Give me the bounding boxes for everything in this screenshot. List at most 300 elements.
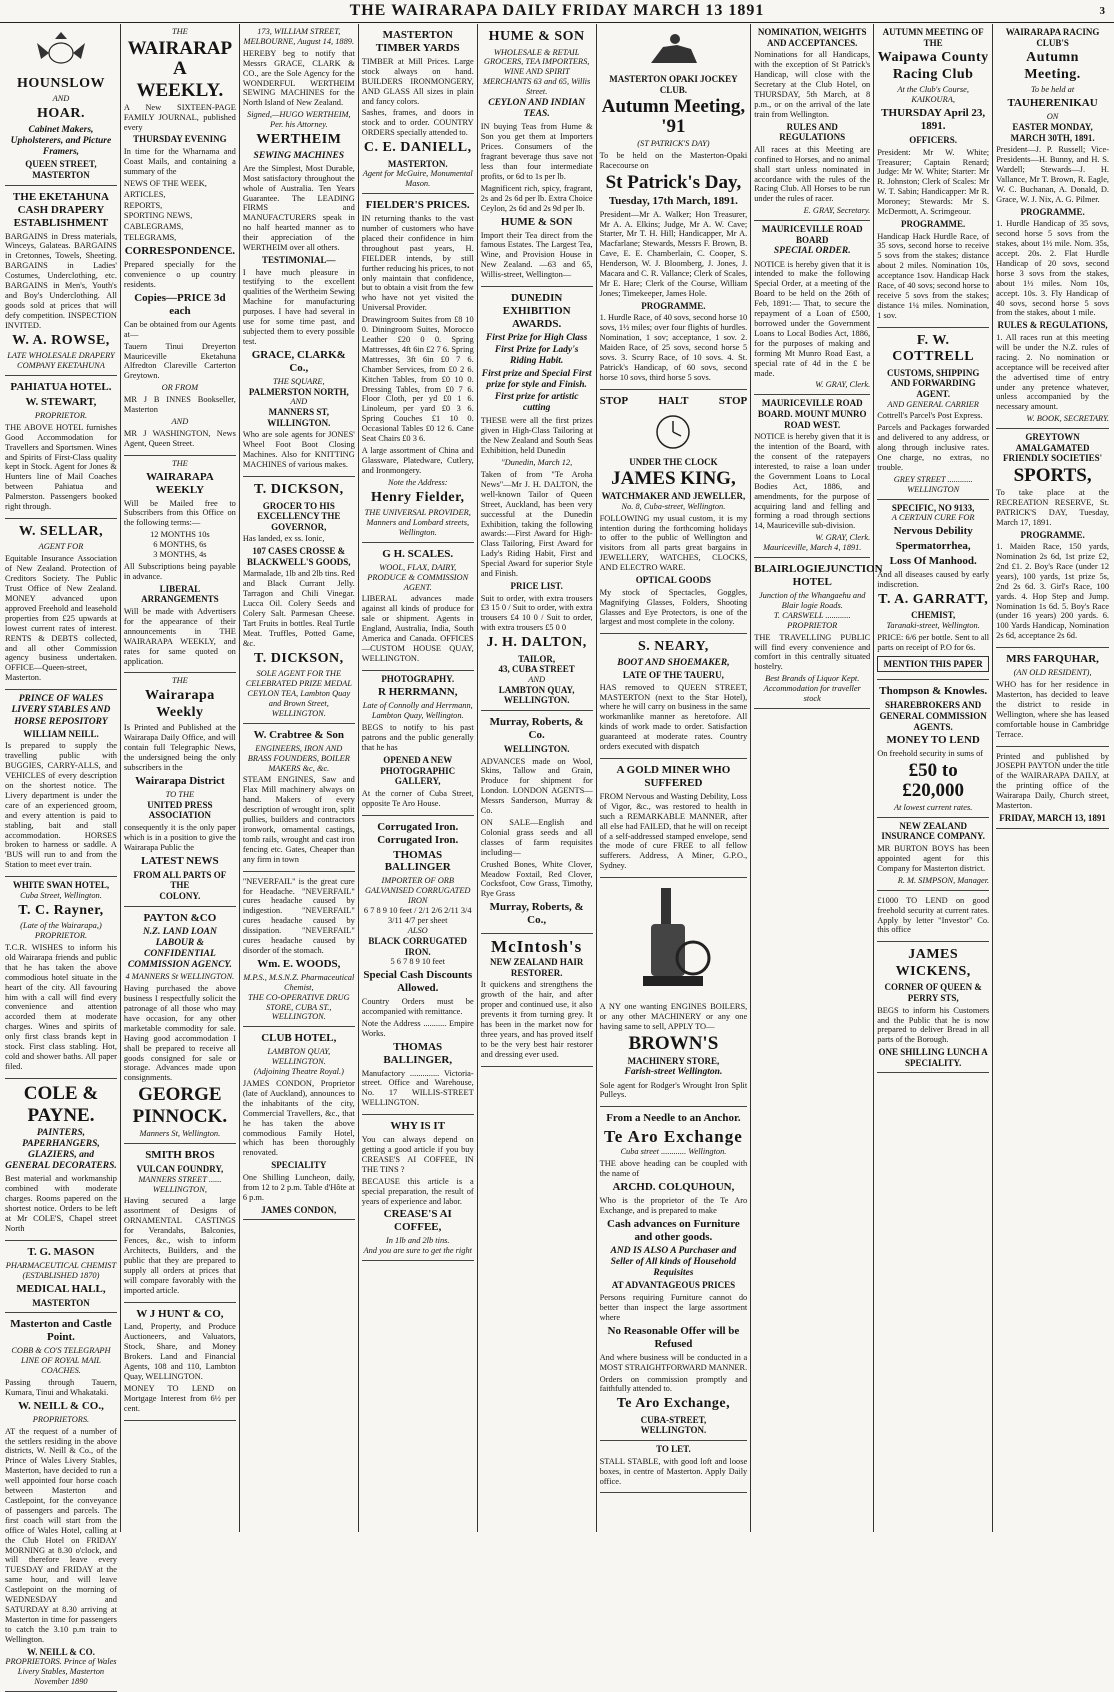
neary-ad bbox=[600, 634, 748, 759]
wrc-held: To be held at bbox=[1030, 85, 1075, 95]
ballinger-name: THOMAS BALLINGER bbox=[384, 848, 451, 874]
king-address: No. 8, Cuba-street, Wellington. bbox=[621, 501, 726, 511]
iron-sizes: 6 7 8 9 10 feet / 2/1 2/6 2/11 3/4 3/11 4/7 per sheet bbox=[363, 906, 472, 926]
opaki-heading: MASTERTON OPAKI JOCKEY CLUB. bbox=[609, 73, 738, 95]
grace-name: GRACE, CLARK& Co., bbox=[251, 348, 346, 374]
payton-name: PAYTON &CO bbox=[143, 911, 217, 924]
ballinger-sub: Manufactory .............. Victoria-street. Office and Warehouse, No. 17 WILLIS-STREET WELLINGTON. bbox=[361, 1068, 474, 1108]
dunedin-heading: DUNEDIN EXHIBITION AWARDS. bbox=[502, 292, 571, 331]
cottrell-ad bbox=[877, 328, 989, 500]
column-6 bbox=[597, 24, 752, 1532]
livery-ad bbox=[5, 690, 117, 877]
murray-roberts-ad bbox=[481, 711, 593, 934]
list-item: TELEGRAMS, bbox=[123, 233, 177, 243]
munro-text: NOTICE is hereby given that it is the intention of the Board, with the consent of the ratepayers interested, to raise a loan under the Government Loans to Local Bodies Act, 1886, and amendments, for the purpose of acquiring land and felling and forming a road through sections 14, Mauriceville sub-division. bbox=[754, 432, 871, 531]
mount-munro-ad bbox=[754, 395, 870, 558]
blairlogie-ad bbox=[754, 558, 883, 709]
livery-owner: WILLIAM NEILL. bbox=[23, 728, 99, 739]
restorer-heading: NEW ZEALAND HAIR RESTORER. bbox=[489, 957, 584, 978]
why-heading: WHY IS IT bbox=[390, 1120, 446, 1133]
swan-title: WHITE SWAN HOTEL, bbox=[12, 880, 110, 891]
dalton-text: Taken of from "Te Aroha News"—Mr J. H. DALTON, the well-known Tailor of Queen Street, Auckland, has been very successful at the Dunedin Exhibition, taking the following awards:—First Award for High-Class Tailoring, First Award for Lady's Riding Habit, First and Special Award for superior Style and Finish. bbox=[480, 469, 593, 579]
prize-4: First prize for artistic cutting bbox=[494, 392, 579, 414]
timber-text: TIMBER at Mill Prices. Large stock always on hand. BUILDERS IRONMONGERY, AND GLASS All sizes in plain and fancy colors. bbox=[361, 56, 474, 106]
opaki-location: To be held on the Masterton-Opaki Racecourse on bbox=[599, 150, 748, 170]
wertheim-name: WERTHEIM bbox=[256, 132, 342, 148]
hunt-ad bbox=[124, 1303, 236, 1421]
fielder-title: FIELDER'S PRICES. bbox=[365, 199, 470, 212]
neary-sub: BOOT AND SHOEMAKER, bbox=[617, 657, 730, 668]
castle-sub: COBB & CO'S TELEGRAPH LINE OF ROYAL MAIL COACHES. bbox=[11, 1346, 111, 1376]
chemist-label: CHEMIST, bbox=[911, 610, 956, 621]
colquhoun-text: Who is the proprietor of the Te Aro Exchange, and is prepared to make bbox=[599, 1196, 748, 1215]
murray-text: ADVANCES made on Wool, Skins, Tallow and Grain, Produce for shipment for London. LONDON AGENTS—Messrs Sanderson, Murray & Co. bbox=[480, 756, 593, 816]
wrc-title: Autumn Meeting. bbox=[1024, 50, 1081, 82]
thompson-name: Thompson & Knowles. bbox=[879, 685, 988, 698]
weekly-press-name: Wairarapa Weekly bbox=[144, 688, 215, 720]
price-list-rows: Suit to order, with extra trousers £3 15 0 / Suit to order, with extra trousers £4 10 0 / Suit to order, with extra trousers £5 0 0 bbox=[480, 593, 593, 633]
pahiatua-sub: PROPRIETOR. bbox=[34, 410, 88, 420]
agents-text: Can be obtained from our Agents at— bbox=[123, 319, 236, 339]
smith-text: Having secured a large assortment of Designs of ORNAMENTAL CASTINGS for Verandahs, Balconies, Fences, &c., wish to inform Architects, Builders, and the public that they are prepared to supply all orders at prices that will compare favorably with the imported article. bbox=[123, 1196, 236, 1295]
hume-sub: WHOLESALE & RETAIL GROCERS, TEA IMPORTERS, bbox=[483, 47, 590, 67]
crabtree-text: STEAM ENGINES, Saw and Flax Mill machinery always on hand. Makers of every description of wrought iron, split pullies, builders and contractors ironwork, ornamental castings, tomb rails, wrought and cast iron fencing etc. Gates, Cheaper than any firm in town bbox=[242, 775, 355, 864]
white-swan-ad bbox=[5, 877, 117, 1079]
pahiatua-hotel-ad bbox=[5, 376, 117, 519]
club-signature: JAMES CONDON, bbox=[261, 1204, 337, 1215]
wrc-programme: 1. Hurdle Handicap of 35 sovs, second horse 5 sovs from the stakes, about 1½ mile. Nom. 35s, accept. 20s. 2. Flat Hurdle Handicap of 20 sovs, second horse 3 sovs from the stakes, about 1½ miles. Nom 10s, accept. 10s. 3. Fly Handicap of 40 sovs, second horse 5 sovs from the stakes, about 1 mile. bbox=[996, 219, 1110, 318]
why-text: You can always depend on getting a good article if you buy CREASE'S AI COFFEE, IN THE TINS ? bbox=[361, 1135, 474, 1174]
club-lunch: One Shilling Luncheon, daily, from 12 to 2 p.m. Table d'Hôte at 6 p.m. bbox=[242, 1172, 355, 1202]
king-optical: OPTICAL GOODS bbox=[635, 575, 712, 586]
waipawa-programme: Handicap Hack Hurdle Race, of 35 sovs, second horse to receive 5 sovs from the stakes; distance about 2 miles. Nomination 10s, acceptance 1sov. Handicap Hack Race, of 40 sovs; second horse to receive 5 sovs from the stakes; distance 1¼ miles. Nomination, 1 sov. bbox=[877, 231, 990, 320]
greytown-programme-heading: PROGRAMME. bbox=[1020, 529, 1085, 540]
wrc-date: EASTER MONDAY, MARCH 30TH, 1891. bbox=[1010, 122, 1095, 143]
smith-name: SMITH BROS bbox=[145, 1149, 215, 1162]
column-3 bbox=[240, 24, 359, 1532]
grace-sub: THE SQUARE, bbox=[272, 376, 325, 386]
from-b: MR J B INNES Bookseller, Masterton bbox=[123, 395, 236, 415]
waipawa-course: At the Club's Course, KAIKOURA, bbox=[897, 85, 969, 105]
gold-miner-ad bbox=[600, 759, 748, 878]
crease-sub: In 1lb and 2lb tins. bbox=[385, 1236, 450, 1246]
needle-heading: From a Needle to an Anchor. bbox=[606, 1112, 741, 1125]
list-item: REPORTS, bbox=[123, 200, 163, 210]
nominations-text: Nominations for all Handicaps, with the exception of St Patrick's Handicap, will close with the Secretary at the Club Hotel, on THURSDAY, 5th March, at 8 p.m., or on the arrival of the late train from Wellington. bbox=[754, 50, 871, 119]
prize-3: First prize and Special First prize for style and Finish. bbox=[481, 368, 592, 390]
herrmann-sub: Late of Connolly and Herrmann, Lambton Quay, Wellington. bbox=[362, 701, 473, 721]
vulcan: VULCAN FOUNDRY, bbox=[136, 1164, 224, 1175]
browns-text: Sole agent for Rodger's Wrought Iron Split Pulleys. bbox=[599, 1080, 748, 1100]
column-7 bbox=[751, 24, 883, 1532]
grace-street: MANNERS ST, WILLINGTON. bbox=[267, 407, 331, 428]
waipawa-heading: AUTUMN MEETING OF THE bbox=[882, 27, 984, 48]
testimonial-text: I have much pleasure in testifying to the excellent qualities of the Wertheim Sewing Machine for manufacturing purposes. I have had several in use for some time past, and subjected them to every possible test. bbox=[242, 267, 355, 346]
purchaser: AND IS ALSO A Purchaser and Seller of All kinds of Household Requisites bbox=[610, 1245, 737, 1279]
james-king-ad bbox=[600, 390, 748, 635]
farquhar-sub: (AN OLD RESIDENT), bbox=[1013, 668, 1092, 678]
mason-name: T. G. MASON bbox=[27, 1245, 95, 1258]
castle-point-ad bbox=[5, 1313, 117, 1692]
eketahuna-title: THE EKETAHUNA CASH DRAPERY ESTABLISHMENT bbox=[12, 190, 109, 229]
te-aro-town: WELLINGTON. bbox=[640, 1425, 707, 1436]
greytown-text: To take place at the RECREATION RESERVE, St. PATRICK'S DAY, Tuesday, March 17, 1891. bbox=[996, 487, 1110, 527]
king-text: FOLLOWING my usual custom, it is my intention during the forthcoming holidays to offer to the public of Wellington and visitors from all parts great bargains in JEWELLERY, WATCHES, CLOCKS, AND ELECTRO WARE. bbox=[599, 513, 748, 573]
mcintosh-ad bbox=[481, 934, 593, 1067]
eketahuna-ad bbox=[5, 186, 117, 376]
club-sub: LAMBTON QUAY, WELLINGTON. bbox=[267, 1047, 331, 1067]
scales-name: G H. SCALES. bbox=[382, 547, 454, 560]
fielder-sub: THE UNIVERSAL PROVIDER, Manners and Lombard streets, Wellington. bbox=[364, 508, 471, 537]
wrc-place: TAUHERENIKAU bbox=[1007, 97, 1098, 110]
orders-text: Orders on commission promptly and faithfully attended to. bbox=[599, 1374, 748, 1394]
swan-late: (Late of the Wairarapa,) bbox=[20, 921, 102, 931]
crease-name: CREASE'S AI COFFEE, bbox=[383, 1208, 452, 1234]
browns-street: Farish-street Wellington. bbox=[624, 1067, 723, 1078]
te-aro-text: THE above heading can be coupled with the name of bbox=[599, 1159, 748, 1179]
scales-sub: WOOL, FLAX, DAIRY, PRODUCE & COMMISSION AGENT. bbox=[367, 562, 469, 592]
prize-text: THESE were all the first prizes given in High-Class Tailoring at the New Zealand and South Seas Exhibition, held Dunedin bbox=[480, 416, 593, 456]
cottrell-text-3: Parcels and Packages forwarded and delivered to any address, or along through inclusive rates. One charge, no extras, no trouble. bbox=[877, 423, 990, 473]
woods-address: THE CO-OPERATIVE DRUG STORE, CUBA ST., WELLINGTON. bbox=[248, 992, 350, 1022]
neary-late: LATE OF THE TAUERU, bbox=[622, 670, 724, 681]
browns-name: BROWN'S bbox=[628, 1032, 719, 1054]
browns-ad bbox=[600, 878, 748, 1107]
nominations-ad bbox=[754, 24, 870, 221]
castle-title: Masterton and Castle Point. bbox=[10, 1318, 112, 1344]
from-d: MR J WASHINGTON, News Agent, Queen Street. bbox=[123, 428, 236, 448]
why-text-2: BECAUSE this article is a special preparation, the result of years of experience and labor. bbox=[361, 1176, 474, 1206]
stop-label-2: STOP bbox=[718, 394, 748, 407]
dickson-text: Has landed, ex ss. Ionic, bbox=[242, 534, 325, 544]
cash-advances: Cash advances on Furniture and other goods. bbox=[607, 1217, 740, 1243]
iron-text: IMPORTER OF ORB GALVANISED CORRUGATED IRON bbox=[364, 876, 471, 906]
farquhar-text: WHO has for her residence in Masterton, has decided to leave the district to reside in Wellington, where she has leased comfortable house in Cambridge Terrace. bbox=[996, 680, 1110, 739]
swan-text: T.C.R. WISHES to inform his old Wairarapa friends and public that he has taken the above commodious hotel situate in the heart of the city. All favouring him with a call will find every convenience and attention accorded them at moderate charges. Wines and spirits of only first class brands kept in stock. First class stabling. Hot, cold and shower baths. All paper filed. bbox=[5, 943, 117, 1071]
ceylon-heading: CEYLON AND INDIAN TEAS. bbox=[488, 98, 586, 120]
certain-cure: A CERTAIN CURE FOR bbox=[891, 513, 975, 523]
hunt-money: MONEY TO LEND on Mortgage Interest from 6½ per cent. bbox=[123, 1383, 236, 1413]
garratt-name: T. A. GARRATT, bbox=[878, 591, 989, 607]
column-1 bbox=[2, 24, 121, 1686]
weekly-mail-name: WAIRARAPA WEEKLY bbox=[146, 470, 214, 496]
waipawa-title: Waipawa County Racing Club bbox=[877, 50, 989, 82]
colquhoun-name: ARCHD. COLQUHOUN, bbox=[612, 1181, 735, 1194]
to-let-text: STALL STABLE, with good loft and loose boxes, in centre of Masterton. Apply Daily office. bbox=[599, 1456, 748, 1486]
hounslow-address: QUEEN STREET, MASTERTON bbox=[25, 159, 97, 181]
lend-ad bbox=[877, 891, 989, 943]
dalton-address: 43, CUBA STREET bbox=[498, 664, 575, 675]
waipawa-officers-heading: OFFICERS. bbox=[909, 135, 958, 145]
mroad-signature: W. GRAY, Clerk. bbox=[815, 380, 871, 390]
dalton-ad bbox=[481, 287, 593, 711]
neary-name: S. NEARY, bbox=[638, 639, 709, 655]
country-orders: Country Orders must be accompanied with remittance. bbox=[361, 996, 474, 1016]
colony: COLONY. bbox=[159, 890, 201, 901]
wertheim-sub: SEWING MACHINES bbox=[253, 150, 345, 161]
neverfail-ad bbox=[243, 872, 355, 1028]
club-speciality: SPECIALITY bbox=[271, 1160, 327, 1171]
blair-prop: T. CARSWELL ............ PROPRIETOR bbox=[773, 610, 851, 630]
rules-signature: E. GRAY, Secretary. bbox=[803, 206, 871, 216]
hounslow-trade: Cabinet Makers, Upholsterers, and Picture Framers, bbox=[10, 124, 112, 158]
wrc-heading: WAIRARAPA RACING CLUB'S bbox=[1005, 27, 1100, 48]
timber-title: MASTERTON TIMBER YARDS bbox=[375, 29, 460, 54]
wrc-on: ON bbox=[1046, 112, 1059, 122]
sellar-ad bbox=[5, 519, 117, 690]
rules-text: All races at this Meeting are confined to Horses, and no animal shall start unless nominated in accordance with the rules of the Racing Club. All Horses to be run under the rules of racer. bbox=[754, 144, 871, 204]
terms-3: 3 MONTHS, 4s bbox=[153, 550, 207, 560]
upa-heading: UNITED PRESS ASSOCIATION bbox=[147, 799, 213, 821]
neill-name: W. NEILL & CO., bbox=[18, 1399, 104, 1412]
ballinger-name-2: THOMAS BALLINGER, bbox=[383, 1040, 453, 1066]
garratt-address: Taranaki-street, Wellington. bbox=[886, 621, 980, 631]
farquhar-name: MRS FARQUHAR, bbox=[1006, 653, 1099, 666]
payton-ad bbox=[124, 907, 236, 1145]
farquhar-ad bbox=[996, 648, 1109, 746]
cottrell-sub: AND GENERAL CARRIER bbox=[887, 399, 979, 409]
munro-date: Mauriceville, March 4, 1891. bbox=[763, 543, 862, 553]
thompson-sub: SHAREBROKERS AND GENERAL COMMISSION AGENTS. bbox=[879, 700, 987, 732]
iron-also: ALSO bbox=[407, 925, 428, 935]
waipawa-date: THURSDAY April 23, 1891. bbox=[881, 107, 986, 133]
from-a: OR FROM bbox=[161, 383, 199, 393]
munro-signature: W. GRAY, Clerk. bbox=[815, 533, 871, 543]
liberal-heading: LIBERAL ARRANGEMENTS bbox=[141, 583, 219, 605]
burton-signature: R. M. SIMPSON, Manager. bbox=[897, 875, 990, 885]
greytown-heading: GREYTOWN AMALGAMATED FRIENDLY SOCIETIES' bbox=[1003, 432, 1103, 464]
cole-text: Best material and workmanship combined with moderate charges. Rooms papered on the shortest notice. Orders to be left at Mr COLE'S, Chapel street North bbox=[5, 1174, 117, 1234]
clock-icon bbox=[643, 412, 703, 452]
column-9 bbox=[993, 24, 1112, 1532]
photo-heading: PHOTOGRAPHY. bbox=[381, 673, 455, 684]
neill-text: AT the request of a number of the settlers residing in the above districts, W. Neill & Co., of the Prince of Wales Livery Stables, Masterton, have decided to run a well appointed four horse coach between Masterton and Castlepoint, for the conveyance of passengers and parcels. The first coach will start from the office of Wales Hotel, calling at the Club Hotel on FRIDAY MORNING at 8.30 o'clock, and will therefore leave every TUESDAY and FRIDAY at the same hour, and will leave Castlepoint on the morning of WEDNESDAY and SATURDAY at 8.30 arriving at Masterton in time for passengers to catch the 3.10 p.m train to Wellington. bbox=[5, 1426, 117, 1644]
opaki-date: Tuesday, 17th March, 1891. bbox=[608, 194, 738, 207]
list-item: ARTICLES, bbox=[123, 189, 166, 199]
cottrell-text: CUSTOMS, SHIPPING AND FORWARDING AGENT. bbox=[887, 367, 980, 399]
murray-list: Crushed Bones, White Clover, Meadow Foxtail, Red Clover, Cocksfoot, Cow Grass, Timothy, Rye Grass bbox=[480, 859, 593, 899]
cottrell-text-2: Cottrell's Parcel's Post Express. bbox=[877, 411, 983, 421]
swan-prop: PROPRIETOR. bbox=[34, 931, 88, 941]
te-aro-title-2: Te Aro Exchange, bbox=[616, 1396, 731, 1412]
cash-discount: Special Cash Discounts Allowed. bbox=[363, 969, 473, 994]
dickson-name: T. DICKSON, bbox=[253, 482, 344, 497]
timber-ad bbox=[362, 24, 474, 194]
loss-of-manhood: Loss Of Manhood. bbox=[889, 555, 977, 568]
masthead-title: THE WAIRARAPA DAILY FRIDAY MARCH 13 1891 bbox=[349, 2, 765, 19]
fielder-note: Note the Address: bbox=[387, 477, 448, 487]
nervous-debility: Nervous Debility bbox=[893, 525, 973, 538]
testimonial-heading: TESTIMONIAL— bbox=[262, 254, 336, 265]
wertheim-signed-2: Per. his Attorney. bbox=[270, 120, 328, 130]
weekly-intro: A New SIXTEEN-PAGE FAMILY JOURNAL, published every bbox=[123, 102, 236, 132]
gold-heading: A GOLD MINER WHO SUFFERED bbox=[616, 764, 731, 789]
mason-town: MASTERTON bbox=[32, 1297, 90, 1308]
from-c: AND bbox=[171, 416, 189, 426]
list-item: CABLEGRAMS, bbox=[123, 222, 184, 232]
stop-label: STOP bbox=[599, 394, 629, 407]
pahiatua-title: PAHIATUA HOTEL. bbox=[10, 380, 112, 393]
wickens-lunch: ONE SHILLING LUNCH A SPECIALITY. bbox=[878, 1047, 988, 1068]
te-aro-street-2: CUBA-STREET, bbox=[640, 1414, 707, 1425]
te-aro-title: Te Aro Exchange bbox=[604, 1127, 743, 1147]
herrmann-text: BEGS to notify to his past patrons and the public generally that he has bbox=[361, 723, 474, 753]
crease-sub-2: And you are sure to get the right bbox=[363, 1246, 472, 1256]
price-heading: Copies—PRICE 3d each bbox=[134, 291, 226, 317]
wairarapa-racing-ad bbox=[996, 24, 1109, 429]
hume-ad bbox=[481, 24, 593, 287]
wickens-name: JAMES WICKENS, bbox=[895, 947, 971, 979]
prize-1: First Prize for High Class bbox=[485, 333, 588, 344]
upa-text: consequently it is the only paper which is in a position to give the Wairarapa Public the bbox=[123, 823, 236, 852]
king-name: JAMES KING, bbox=[611, 468, 736, 490]
prize-2: First Prize for Lady's Riding Habit. bbox=[494, 345, 579, 367]
timber-text-2: Sashes, frames, and doors in stock and to order. COUNTRY ORDERS specially attended to. bbox=[361, 108, 474, 138]
dickson-sub-2: SOLE AGENT FOR THE CELEBRATED PRIZE MEDAL CEYLON TEA, Lambton Quay and Brown Street, WELLINGTON. bbox=[245, 669, 352, 718]
munro-heading: MAURICEVILLE ROAD BOARD. MOUNT MUNRO ROAD WEST. bbox=[757, 398, 867, 430]
dalton-quay: LAMBTON QUAY, bbox=[498, 684, 575, 695]
fielder-price-list: Drawingroom Suites from £8 10 0. Diningroom Suites, Morocco Leather £20 0 0. Spring Mattresses, 4ft 6in £2 7 6. Spring Mattresses, 3ft 6in £0 7 6. Chamber Services, from £0 2 6. Kitchen Tables, from £0 10 0. Dressing Tables, from £0 7 6. Floor Cloth, per yd £0 1 6. Linoleum, per yard £0 3 6. Spring Couches £1 10 0. Occasional Tables £0 12 6. Cane Seat Chairs £0 3 6. bbox=[361, 315, 474, 444]
weekly-evening: THURSDAY EVENING bbox=[133, 134, 227, 145]
browns-sub: MACHINERY STORE, bbox=[627, 1055, 720, 1066]
blair-name: BLAIRLOGIEJUNCTION HOTEL bbox=[754, 563, 883, 588]
sellar-sub: AGENT FOR bbox=[38, 542, 84, 552]
to-the: TO THE bbox=[165, 789, 195, 799]
neverfail-text: "NEVERFAIL" is the great cure for Headache. "NEVERFAIL" cures headache caused by indigestion. "NEVERFAIL" cures headache caused by dissipation. "NEVERFAIL" cures headache caused by disorder of the stomach. bbox=[242, 876, 355, 955]
opaki-racing-ad bbox=[600, 24, 748, 390]
club-hotel-ad bbox=[243, 1027, 355, 1220]
jockey-icon bbox=[643, 29, 703, 69]
neill-signature: W. NEILL & CO. bbox=[26, 1646, 95, 1657]
dickson-ad bbox=[243, 477, 355, 724]
list-item: SPORTING NEWS, bbox=[123, 211, 193, 221]
newspaper-columns bbox=[2, 24, 1112, 1686]
weekly-press-text: Is Printed and Published at the Wairarapa Daily Office, and will contain full Telegraphic News, the undersigned being the only subscribers in the bbox=[123, 723, 236, 773]
fielder-text: IN returning thanks to the vast number of customers who have placed their confidence in him throughout past years, H. FIELDER intends, by still further reducing his prices, to not only maintain that confidence, but to obtain a visit from the few who have not yet visited the Universal Provider. bbox=[361, 214, 474, 313]
weekly-mail-text: Will be Mailed free to Subscribers from this Office on the following terms:— bbox=[123, 498, 236, 528]
crabtree-name: W. Crabtree & Son bbox=[253, 728, 345, 741]
opaki-sub: (ST PATRICK'S DAY) bbox=[637, 139, 710, 148]
pahiatua-proprietor: W. STEWART, bbox=[25, 395, 97, 408]
wrc-rules-heading: RULES & REGULATIONS, bbox=[997, 320, 1108, 331]
imprint-text: Printed and published by JOSEPH PAYTON under the title of the WAIRARAPA DAILY, at the printing office of the Wairarapa Daily, Church street, Masterton. bbox=[996, 751, 1110, 811]
terms-6: 6 MONTHS, 6s bbox=[153, 540, 207, 550]
imprint-date: FRIDAY, MARCH 13, 1891 bbox=[999, 812, 1106, 823]
dickson-cases: 107 CASES CROSSE & BLACKWELL'S GOODS, bbox=[247, 546, 351, 567]
crabtree-sub: ENGINEERS, IRON AND BRASS FOUNDERS, BOILER MAKERS &c, &c. bbox=[247, 743, 350, 773]
column-2 bbox=[121, 24, 240, 1532]
blair-text-2: Best Brands of Liquor Kept. Accommodation for traveller stock bbox=[763, 674, 861, 704]
nzi-ad bbox=[877, 818, 989, 891]
weekly-title: WAIRARAP A bbox=[127, 37, 233, 79]
waipawa-ad bbox=[877, 24, 989, 328]
herrmann-open: OPENED A NEW PHOTOGRAPHIC GALLERY, bbox=[380, 754, 456, 787]
te-aro-street: Cuba street ............ Wellington. bbox=[620, 1147, 727, 1157]
wrc-programme-heading: PROGRAMME. bbox=[1020, 206, 1085, 217]
blair-text: THE TRAVELLING PUBLIC will find every convenience and comfort in this centrally situated hostelry. bbox=[754, 632, 871, 672]
advantageous-prices: AT ADVANTAGEOUS PRICES bbox=[611, 1280, 736, 1291]
labour-address: 4 MANNERS St WELLINGTON. bbox=[125, 972, 235, 982]
hounslow-name: HOUNSLOW bbox=[16, 75, 105, 91]
money-amount: £50 to £20,000 bbox=[902, 760, 965, 802]
specific-heading: SPECIFIC, NO 9133, bbox=[891, 502, 975, 513]
club-name: CLUB HOTEL, bbox=[261, 1032, 337, 1045]
wertheim-signed: Signed,—HUGO WERTHEIM, bbox=[247, 110, 351, 120]
hume-text: IN buying Teas from Hume & Son you get them at Importers Prices. Consumers of the fragrant beverage thus save not less than four intermediate profits, or 6d to 1s per lb. bbox=[480, 122, 593, 181]
rowse-name: W. A. ROWSE, bbox=[12, 332, 110, 348]
engines-text: A NY one wanting ENGINES BOILERS, or any other MACHINERY or any one having same to sell, APPLY TO— bbox=[599, 1002, 748, 1031]
steam-engine-icon bbox=[633, 884, 713, 994]
wrc-officers: President—J. P. Russell; Vice-Presidents—H. Bunny, and H. S. Wardell; Stewards—J. H. Vallance, Mr T. Brown, R. Eagle, W. C. Buchanan, A. Donald, D. Grace, W. J. Nix, A. G. Pilmer. bbox=[996, 145, 1110, 204]
mroad-sub: SPECIAL ORDER. bbox=[773, 246, 851, 257]
wickens-sub: CORNER OF QUEEN & PERRY STS, bbox=[884, 982, 982, 1003]
weekly-contents-list bbox=[124, 179, 236, 243]
mason-hall: MEDICAL HALL, bbox=[16, 1282, 106, 1295]
cottrell-street: GREY STREET ............ WELLINGTON bbox=[893, 474, 973, 494]
from-all: FROM ALL PARTS OF THE bbox=[133, 869, 227, 891]
waipawa-officers: President: Mr W. White; Treasurer; Captain Renard; Judge: Mr W. White; Starter: Mr R. Johnston; Clerk of Scales: Mr W. T. Sabin; Handicapper: Mr R. Moroney; Stewards: Mr S. McDermott, A. Scrimgeour. bbox=[877, 147, 990, 217]
livery-text: Is prepared to supply the travelling public with BUGGIES, CARRY-ALLS, and VEHICLES of every description on the shortest notice. The Livery department is under the care of an experienced groom, and every attention is paid to stabling, bait and stall accommodation. HORSES broken to harness or saddle. A 'BUS will run to and from the Station to meet ever train. bbox=[5, 741, 117, 870]
opaki-programme: 1. Hurdle Race, of 40 sovs, second horse 10 sovs, 1½ miles; over four flights of hurdles. Nomination, 1 sov; acceptance, 1 sov. 2. Maiden Race, of 25 sovs, second horse 5 sovs. 3. Scurry Race, of 10 sovs. 4. St. Patrick's Handicap, of 60 sovs, second horse 10 sovs, third horse 5 sovs. bbox=[599, 313, 748, 382]
agent-places: Tauern Tinui Dreyerton Mauriceville Eketahuna Alfredton Clareville Carterton Greytown. bbox=[123, 341, 236, 381]
price-list-heading: PRICE LIST. bbox=[510, 580, 563, 591]
fielder-name: Henry Fielder, bbox=[370, 489, 465, 505]
fielder-ad bbox=[362, 194, 474, 543]
opaki-title: Autumn Meeting, '91 bbox=[601, 96, 746, 138]
neary-text: HAS removed to QUEEN STREET, MASTERTON (next to the Star Hotel), where he will carry on business in the same workmanlike manner as heretofore. All kinds of work made to order. Satisfaction guaranteed at moderate rates. Country orders executed with dispatch bbox=[599, 682, 748, 752]
sellar-name: W. SELLAR, bbox=[18, 523, 104, 539]
scales-ad bbox=[362, 543, 474, 671]
specific-ad bbox=[877, 500, 989, 681]
neill-signature-sub: PROPRIETORS. Prince of Wales Livery Stables, Masterton November 1890 bbox=[5, 1657, 117, 1686]
mroad-text: NOTICE is hereby given that it is intended to make the following Special Order, at a meeting of the Board to be held on the 26th of Feb, 1891:— That, to secure the repayment of a Loan of £500, borrowed under the Government Loans to Local Bodies Act, 1886, for the purposes of making and forming Mt Munro Road East, a special rate of 4d in the £ be made. bbox=[754, 259, 871, 378]
crabtree-ad bbox=[243, 724, 355, 872]
page-number: 3 bbox=[1099, 5, 1106, 17]
weekly-intro-2: In time for the Wharnama and Coast Mails, and containing a summary of the bbox=[123, 147, 236, 176]
imprint bbox=[996, 747, 1109, 829]
livery-title: PRINCE OF WALES LIVERY STABLES AND HORSE REPOSITORY bbox=[11, 694, 111, 727]
daniell-sub-2: Agent for McGuire, Monumental Mason. bbox=[362, 169, 473, 189]
dalton-quote: "Dunedin, March 12, bbox=[501, 458, 573, 468]
grace-text: Who are sole agents for JONES' Wheel Foot Boot Closing Machines. Also for KNITTING MACHINES of various makes. bbox=[242, 430, 355, 470]
daniell-name: C. E. DANIELL, bbox=[363, 140, 472, 156]
rules-heading: RULES AND REGULATIONS bbox=[779, 121, 846, 143]
halt-label: HALT bbox=[658, 394, 689, 407]
smith-bros-ad bbox=[124, 1144, 236, 1302]
crease-coffee-ad bbox=[362, 1115, 474, 1261]
murray-name-2: Murray, Roberts, & Co., bbox=[489, 901, 584, 927]
murray-sale: ON SALE—English and Colonial grass seeds and all classes of farm requisites including— bbox=[480, 818, 593, 857]
grace-town: PALMERSTON NORTH, bbox=[248, 386, 349, 397]
district-heading: Wairarapa District bbox=[135, 774, 225, 787]
list-item: NEWS OF THE WEEK, bbox=[123, 178, 207, 188]
daniell-sub: MASTERTON. bbox=[387, 158, 448, 169]
restorer-text: It quickens and strengthens the growth of the hair, and after proper and continued use, it also prevents it from turning grey. It has been in the market now for three years, and has proved itself to be the very best hair restorer and dressing ever used. bbox=[480, 980, 593, 1059]
weekly-the: THE bbox=[171, 27, 188, 36]
refused-heading: No Reasonable Offer will be Refused bbox=[607, 1324, 740, 1350]
dalton-and: AND bbox=[528, 674, 546, 684]
hume-text-2: Import their Tea direct from the famous Estates. The Largest Tea, Wine, and Provision House in New Zealand. —63 and 65, Willis-street, Wellington— bbox=[480, 230, 593, 280]
wertheim-text-2: Are the Simplest, Most Durable, Most satisfactory throughout the whole of Australia. Ten Years Guarantee. The LEADING FIRMS and MANUFACTURERS speak in no half hearted manner as to their appreciation of the WERTHEIM over all others. bbox=[242, 163, 355, 253]
money-text: On freehold security in sums of bbox=[877, 749, 984, 759]
te-aro-ad bbox=[600, 1107, 748, 1441]
weekly-title-2: WEEKLY. bbox=[136, 79, 224, 101]
labour-text: Having purchased the above business I respectfully solicit the patronage of all those who may have occasion, for any other marketable commodity for sale. Having good accommodation I shall be prepared to receive all goods consigned for sale or storage. Advances made upon consignments. bbox=[123, 984, 236, 1083]
to-let-heading: TO LET. bbox=[656, 1444, 691, 1455]
dickson-list: Marmalade, 1lb and 2lb tins. Red and Black Currant Jelly. Tarragon and Chili Vinegar. Lucca Oil. Colery Seeds and Colery Salt. Parmesan Cheese. Tart Fruits in bottles. Real Turtle Meat. Truffles, Potted Game, &c. bbox=[242, 569, 355, 648]
cole-sub: PAINTERS, PAPERHANGERS, GLAZIERS, and GENERAL DECORATERS. bbox=[5, 1127, 117, 1172]
latest-heading: LATEST NEWS bbox=[141, 854, 219, 867]
